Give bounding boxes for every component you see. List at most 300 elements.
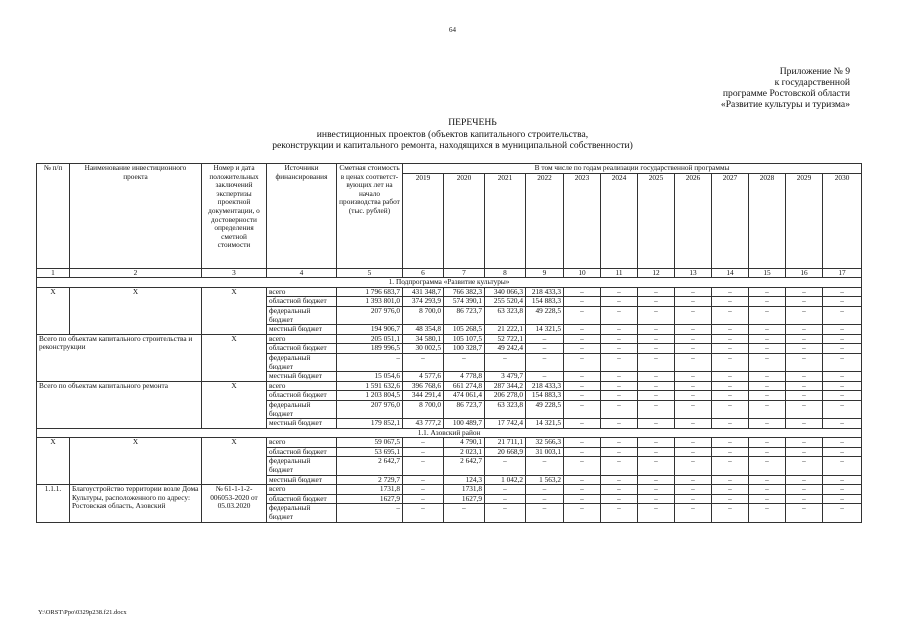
year-value: 1 563,2 <box>526 475 564 485</box>
year-value: – <box>564 447 601 457</box>
year-value: – <box>823 447 862 457</box>
header-year: 2021 <box>485 173 526 268</box>
year-value: 8 700,0 <box>403 400 444 418</box>
year-value: – <box>526 353 564 371</box>
appendix-block <box>721 66 850 110</box>
funding-source: всего <box>267 485 337 495</box>
year-value: 34 580,1 <box>403 334 444 344</box>
year-value: – <box>403 447 444 457</box>
document-title <box>0 117 905 152</box>
header-year: 2030 <box>823 173 862 268</box>
row-number: Х <box>37 287 70 334</box>
header-num: № п/п <box>37 164 70 269</box>
year-value: – <box>601 419 638 429</box>
column-number: 10 <box>564 268 601 278</box>
year-value: – <box>823 287 862 297</box>
year-value: – <box>444 504 485 522</box>
year-value: – <box>675 475 712 485</box>
header-year: 2029 <box>786 173 823 268</box>
year-value: 43 777,2 <box>403 419 444 429</box>
year-value: – <box>638 391 675 401</box>
year-value: – <box>564 306 601 324</box>
year-value: 3 479,7 <box>485 372 526 382</box>
appendix-line: к государственной <box>774 77 850 88</box>
year-value: – <box>786 306 823 324</box>
year-value: – <box>749 485 786 495</box>
column-number: 9 <box>526 268 564 278</box>
year-value: – <box>712 287 749 297</box>
year-value: – <box>564 485 601 495</box>
year-value: – <box>712 325 749 335</box>
header-year: 2019 <box>403 173 444 268</box>
year-value: – <box>601 475 638 485</box>
year-value: – <box>823 485 862 495</box>
year-value: 1731,8 <box>444 485 485 495</box>
cost-value: 1 796 683,7 <box>337 287 403 297</box>
year-value: – <box>712 372 749 382</box>
year-value: – <box>564 494 601 504</box>
year-value: 1627,9 <box>444 494 485 504</box>
funding-source: всего <box>267 334 337 344</box>
year-value: 63 323,8 <box>485 306 526 324</box>
year-value: 20 668,9 <box>485 447 526 457</box>
funding-source: областной бюджет <box>267 391 337 401</box>
column-number: 1 <box>37 268 70 278</box>
project-name: Всего по объектам капитального строительства и реконструкции <box>37 334 202 381</box>
year-value: – <box>564 334 601 344</box>
cost-value: 59 067,5 <box>337 438 403 448</box>
header-year: 2024 <box>601 173 638 268</box>
year-value: 474 061,4 <box>444 391 485 401</box>
header-year: 2025 <box>638 173 675 268</box>
year-value: – <box>485 353 526 371</box>
year-value: – <box>601 325 638 335</box>
cost-value: 1 591 632,6 <box>337 381 403 391</box>
year-value: 105 268,5 <box>444 325 485 335</box>
year-value: – <box>786 447 823 457</box>
year-value: – <box>564 475 601 485</box>
funding-source: областной бюджет <box>267 447 337 457</box>
year-value: – <box>712 504 749 522</box>
year-value: – <box>403 485 444 495</box>
year-value: – <box>638 475 675 485</box>
expertise-info: № 61-1-1-2-006053-2020 от 05.03.2020 <box>202 485 267 522</box>
year-value: – <box>564 438 601 448</box>
year-value: 206 278,0 <box>485 391 526 401</box>
funding-source: областной бюджет <box>267 297 337 307</box>
year-value: 4 577,6 <box>403 372 444 382</box>
project-name: Х <box>70 438 202 485</box>
column-number: 11 <box>601 268 638 278</box>
header-year: 2026 <box>675 173 712 268</box>
year-value: – <box>712 306 749 324</box>
year-value: – <box>823 344 862 354</box>
funding-source: федеральный бюджет <box>267 353 337 371</box>
year-value: – <box>749 306 786 324</box>
column-number: 13 <box>675 268 712 278</box>
year-value: – <box>675 457 712 475</box>
year-value: – <box>601 297 638 307</box>
year-value: – <box>601 400 638 418</box>
section-title: 1. Подпрограмма «Развитие культуры» <box>37 278 862 288</box>
year-value: – <box>564 391 601 401</box>
cost-value: 1627,9 <box>337 494 403 504</box>
year-value: – <box>675 391 712 401</box>
cost-value: 179 852,1 <box>337 419 403 429</box>
cost-value: – <box>337 353 403 371</box>
header-year: 2028 <box>749 173 786 268</box>
year-value: – <box>749 381 786 391</box>
year-value: – <box>712 485 749 495</box>
year-value: – <box>638 381 675 391</box>
year-value: – <box>712 494 749 504</box>
year-value: – <box>526 372 564 382</box>
year-value: – <box>675 485 712 495</box>
page-number: 64 <box>449 26 456 34</box>
year-value: – <box>786 400 823 418</box>
row-number: Х <box>37 438 70 485</box>
year-value: – <box>601 344 638 354</box>
funding-source: федеральный бюджет <box>267 306 337 324</box>
year-value: – <box>823 306 862 324</box>
year-value: 86 723,7 <box>444 400 485 418</box>
cost-value: 2 642,7 <box>337 457 403 475</box>
year-value: 21 711,1 <box>485 438 526 448</box>
year-value: – <box>601 287 638 297</box>
year-value: 124,3 <box>444 475 485 485</box>
year-value: – <box>485 504 526 522</box>
funding-source: местный бюджет <box>267 372 337 382</box>
year-value: – <box>675 306 712 324</box>
year-value: – <box>601 504 638 522</box>
cost-value: 15 054,6 <box>337 372 403 382</box>
cost-value: 194 906,7 <box>337 325 403 335</box>
year-value: 105 107,5 <box>444 334 485 344</box>
funding-source: федеральный бюджет <box>267 504 337 522</box>
year-value: 49 242,4 <box>485 344 526 354</box>
header-cost: Сметная стоимость в ценах соответст-вующих лет на начало производства работ (тыс. рублей) <box>337 164 403 269</box>
year-value: 21 222,1 <box>485 325 526 335</box>
year-value: – <box>638 334 675 344</box>
year-value: – <box>749 400 786 418</box>
year-value: – <box>638 306 675 324</box>
cost-value: 205 051,1 <box>337 334 403 344</box>
year-value: – <box>564 372 601 382</box>
year-value: 4 778,8 <box>444 372 485 382</box>
year-value: 100 328,7 <box>444 344 485 354</box>
row-number: 1.1.1. <box>37 485 70 522</box>
year-value: – <box>823 381 862 391</box>
year-value: – <box>601 381 638 391</box>
year-value: – <box>823 457 862 475</box>
year-value: – <box>749 391 786 401</box>
year-value: – <box>712 297 749 307</box>
year-value: – <box>526 494 564 504</box>
year-value: – <box>823 372 862 382</box>
year-value: – <box>823 325 862 335</box>
year-value: 14 321,5 <box>526 325 564 335</box>
year-value: – <box>786 504 823 522</box>
section-title: 1.1. Азовский район <box>37 428 862 438</box>
year-value: 766 382,3 <box>444 287 485 297</box>
year-value: – <box>601 306 638 324</box>
year-value: – <box>786 485 823 495</box>
year-value: – <box>638 485 675 495</box>
year-value: – <box>403 353 444 371</box>
year-value: – <box>403 438 444 448</box>
year-value: – <box>749 297 786 307</box>
year-value: – <box>638 419 675 429</box>
funding-source: областной бюджет <box>267 494 337 504</box>
funding-source: всего <box>267 438 337 448</box>
funding-source: местный бюджет <box>267 419 337 429</box>
year-value: 255 520,4 <box>485 297 526 307</box>
year-value: – <box>786 287 823 297</box>
project-name: Х <box>70 287 202 334</box>
header-year: 2027 <box>712 173 749 268</box>
year-value: – <box>749 372 786 382</box>
year-value: – <box>675 353 712 371</box>
year-value: – <box>564 297 601 307</box>
year-value: – <box>403 504 444 522</box>
year-value: – <box>526 334 564 344</box>
year-value: 30 002,5 <box>403 344 444 354</box>
year-value: – <box>749 325 786 335</box>
header-year: 2020 <box>444 173 485 268</box>
year-value: – <box>712 457 749 475</box>
year-value: – <box>526 344 564 354</box>
year-value: 287 344,2 <box>485 381 526 391</box>
year-value: – <box>749 353 786 371</box>
column-number: 16 <box>786 268 823 278</box>
year-value: – <box>444 353 485 371</box>
year-value: 48 354,8 <box>403 325 444 335</box>
year-value: 52 722,1 <box>485 334 526 344</box>
year-value: – <box>675 344 712 354</box>
year-value: – <box>749 287 786 297</box>
year-value: – <box>638 494 675 504</box>
year-value: – <box>601 447 638 457</box>
year-value: – <box>786 353 823 371</box>
year-value: – <box>823 297 862 307</box>
column-number: 17 <box>823 268 862 278</box>
year-value: 431 348,7 <box>403 287 444 297</box>
header-source: Источники финансирования <box>267 164 337 269</box>
year-value: – <box>823 494 862 504</box>
year-value: – <box>601 494 638 504</box>
year-value: – <box>675 400 712 418</box>
table-row <box>37 485 862 495</box>
year-value: – <box>749 504 786 522</box>
expertise-info: Х <box>202 287 267 334</box>
header-name: Наименование инвестиционного проекта <box>70 164 202 269</box>
year-value: – <box>564 400 601 418</box>
year-value: – <box>675 325 712 335</box>
year-value: – <box>675 504 712 522</box>
year-value: – <box>675 419 712 429</box>
year-value: – <box>601 438 638 448</box>
year-value: – <box>786 325 823 335</box>
year-value: – <box>526 504 564 522</box>
year-value: – <box>564 287 601 297</box>
funding-source: всего <box>267 381 337 391</box>
year-value: – <box>638 400 675 418</box>
year-value: – <box>675 297 712 307</box>
funding-source: федеральный бюджет <box>267 457 337 475</box>
year-value: – <box>638 325 675 335</box>
cost-value: 53 695,1 <box>337 447 403 457</box>
year-value: – <box>749 475 786 485</box>
funding-source: местный бюджет <box>267 475 337 485</box>
year-value: 1 042,2 <box>485 475 526 485</box>
year-value: 32 566,3 <box>526 438 564 448</box>
year-value: – <box>526 485 564 495</box>
year-value: – <box>786 297 823 307</box>
cost-value: 207 976,0 <box>337 400 403 418</box>
year-value: – <box>675 447 712 457</box>
project-name: Благоустройство территории возле Дома Культуры, расположенного по адресу: Ростовская область, Азовский <box>70 485 202 522</box>
year-value: 49 228,5 <box>526 306 564 324</box>
year-value: – <box>564 381 601 391</box>
year-value: – <box>712 400 749 418</box>
project-name: Всего по объектам капитального ремонта <box>37 381 202 428</box>
year-value: 154 883,3 <box>526 297 564 307</box>
year-value: 396 768,6 <box>403 381 444 391</box>
year-value: – <box>564 325 601 335</box>
year-value: – <box>601 391 638 401</box>
year-value: – <box>749 438 786 448</box>
year-value: – <box>786 334 823 344</box>
year-value: – <box>564 419 601 429</box>
cost-value: 1 393 801,0 <box>337 297 403 307</box>
year-value: – <box>564 457 601 475</box>
year-value: 2 023,1 <box>444 447 485 457</box>
column-number: 2 <box>70 268 202 278</box>
year-value: 154 883,3 <box>526 391 564 401</box>
year-value: – <box>749 334 786 344</box>
year-value: – <box>638 504 675 522</box>
year-value: 17 742,4 <box>485 419 526 429</box>
year-value: – <box>638 344 675 354</box>
year-value: – <box>675 287 712 297</box>
year-value: – <box>823 475 862 485</box>
year-value: – <box>601 457 638 475</box>
year-value: – <box>786 494 823 504</box>
year-value: – <box>638 287 675 297</box>
year-value: – <box>526 457 564 475</box>
year-value: – <box>786 457 823 475</box>
year-value: – <box>823 438 862 448</box>
year-value: – <box>485 485 526 495</box>
funding-source: областной бюджет <box>267 344 337 354</box>
column-number: 14 <box>712 268 749 278</box>
year-value: – <box>712 391 749 401</box>
year-value: – <box>638 438 675 448</box>
year-value: – <box>403 457 444 475</box>
year-value: – <box>638 297 675 307</box>
title-heading: ПЕРЕЧЕНЬ <box>448 117 497 128</box>
investment-projects-table <box>36 163 862 523</box>
year-value: – <box>823 353 862 371</box>
column-number: 4 <box>267 268 337 278</box>
column-number: 6 <box>403 268 444 278</box>
header-year: 2023 <box>564 173 601 268</box>
header-expertise: Номер и дата положительных заключений экспертизы проектной документации, о достоверности определения сметной стоимости <box>202 164 267 269</box>
year-value: – <box>712 475 749 485</box>
year-value: – <box>786 344 823 354</box>
year-value: 344 291,4 <box>403 391 444 401</box>
column-number: 7 <box>444 268 485 278</box>
year-value: – <box>749 494 786 504</box>
funding-source: местный бюджет <box>267 325 337 335</box>
year-value: – <box>564 344 601 354</box>
cost-value: 1 203 804,5 <box>337 391 403 401</box>
year-value: – <box>823 391 862 401</box>
year-value: – <box>712 353 749 371</box>
cost-value: 189 996,5 <box>337 344 403 354</box>
year-value: 14 321,5 <box>526 419 564 429</box>
table-row <box>37 381 862 391</box>
title-line: инвестиционных проектов (объектов капитального строительства, <box>316 128 589 140</box>
year-value: 86 723,7 <box>444 306 485 324</box>
column-number: 8 <box>485 268 526 278</box>
year-value: – <box>675 334 712 344</box>
column-number: 3 <box>202 268 267 278</box>
title-line: реконструкции и капитального ремонта, находящихся в муниципальной собственности) <box>272 140 633 151</box>
year-value: – <box>712 438 749 448</box>
appendix-line: Приложение № 9 <box>779 66 850 77</box>
cost-value: 2 729,7 <box>337 475 403 485</box>
year-value: – <box>712 419 749 429</box>
year-value: – <box>403 494 444 504</box>
header-year: 2022 <box>526 173 564 268</box>
funding-source: федеральный бюджет <box>267 400 337 418</box>
year-value: – <box>823 334 862 344</box>
year-value: – <box>564 504 601 522</box>
year-value: – <box>823 419 862 429</box>
expertise-info: Х <box>202 334 267 381</box>
year-value: – <box>485 457 526 475</box>
column-number: 5 <box>337 268 403 278</box>
table-row <box>37 438 862 448</box>
year-value: 100 489,7 <box>444 419 485 429</box>
year-value: – <box>675 381 712 391</box>
year-value: 661 274,8 <box>444 381 485 391</box>
funding-source: всего <box>267 287 337 297</box>
table-row <box>37 334 862 344</box>
year-value: – <box>749 344 786 354</box>
year-value: – <box>786 475 823 485</box>
year-value: – <box>712 334 749 344</box>
year-value: 8 700,0 <box>403 306 444 324</box>
year-value: – <box>601 485 638 495</box>
year-value: – <box>601 372 638 382</box>
year-value: – <box>786 391 823 401</box>
year-value: – <box>601 353 638 371</box>
year-value: 574 390,1 <box>444 297 485 307</box>
year-value: – <box>823 400 862 418</box>
file-path-footer: Y:\ORST\Ppo\0329p238.f21.docx <box>38 609 127 616</box>
cost-value: 1731,8 <box>337 485 403 495</box>
year-value: 218 433,3 <box>526 381 564 391</box>
year-value: – <box>712 344 749 354</box>
year-value: – <box>749 419 786 429</box>
appendix-line: «Развитие культуры и туризма» <box>720 99 850 110</box>
year-value: – <box>638 457 675 475</box>
year-value: – <box>712 381 749 391</box>
expertise-info: Х <box>202 381 267 428</box>
header-years-group: В том числе по годам реализации государственной программы <box>403 164 862 174</box>
